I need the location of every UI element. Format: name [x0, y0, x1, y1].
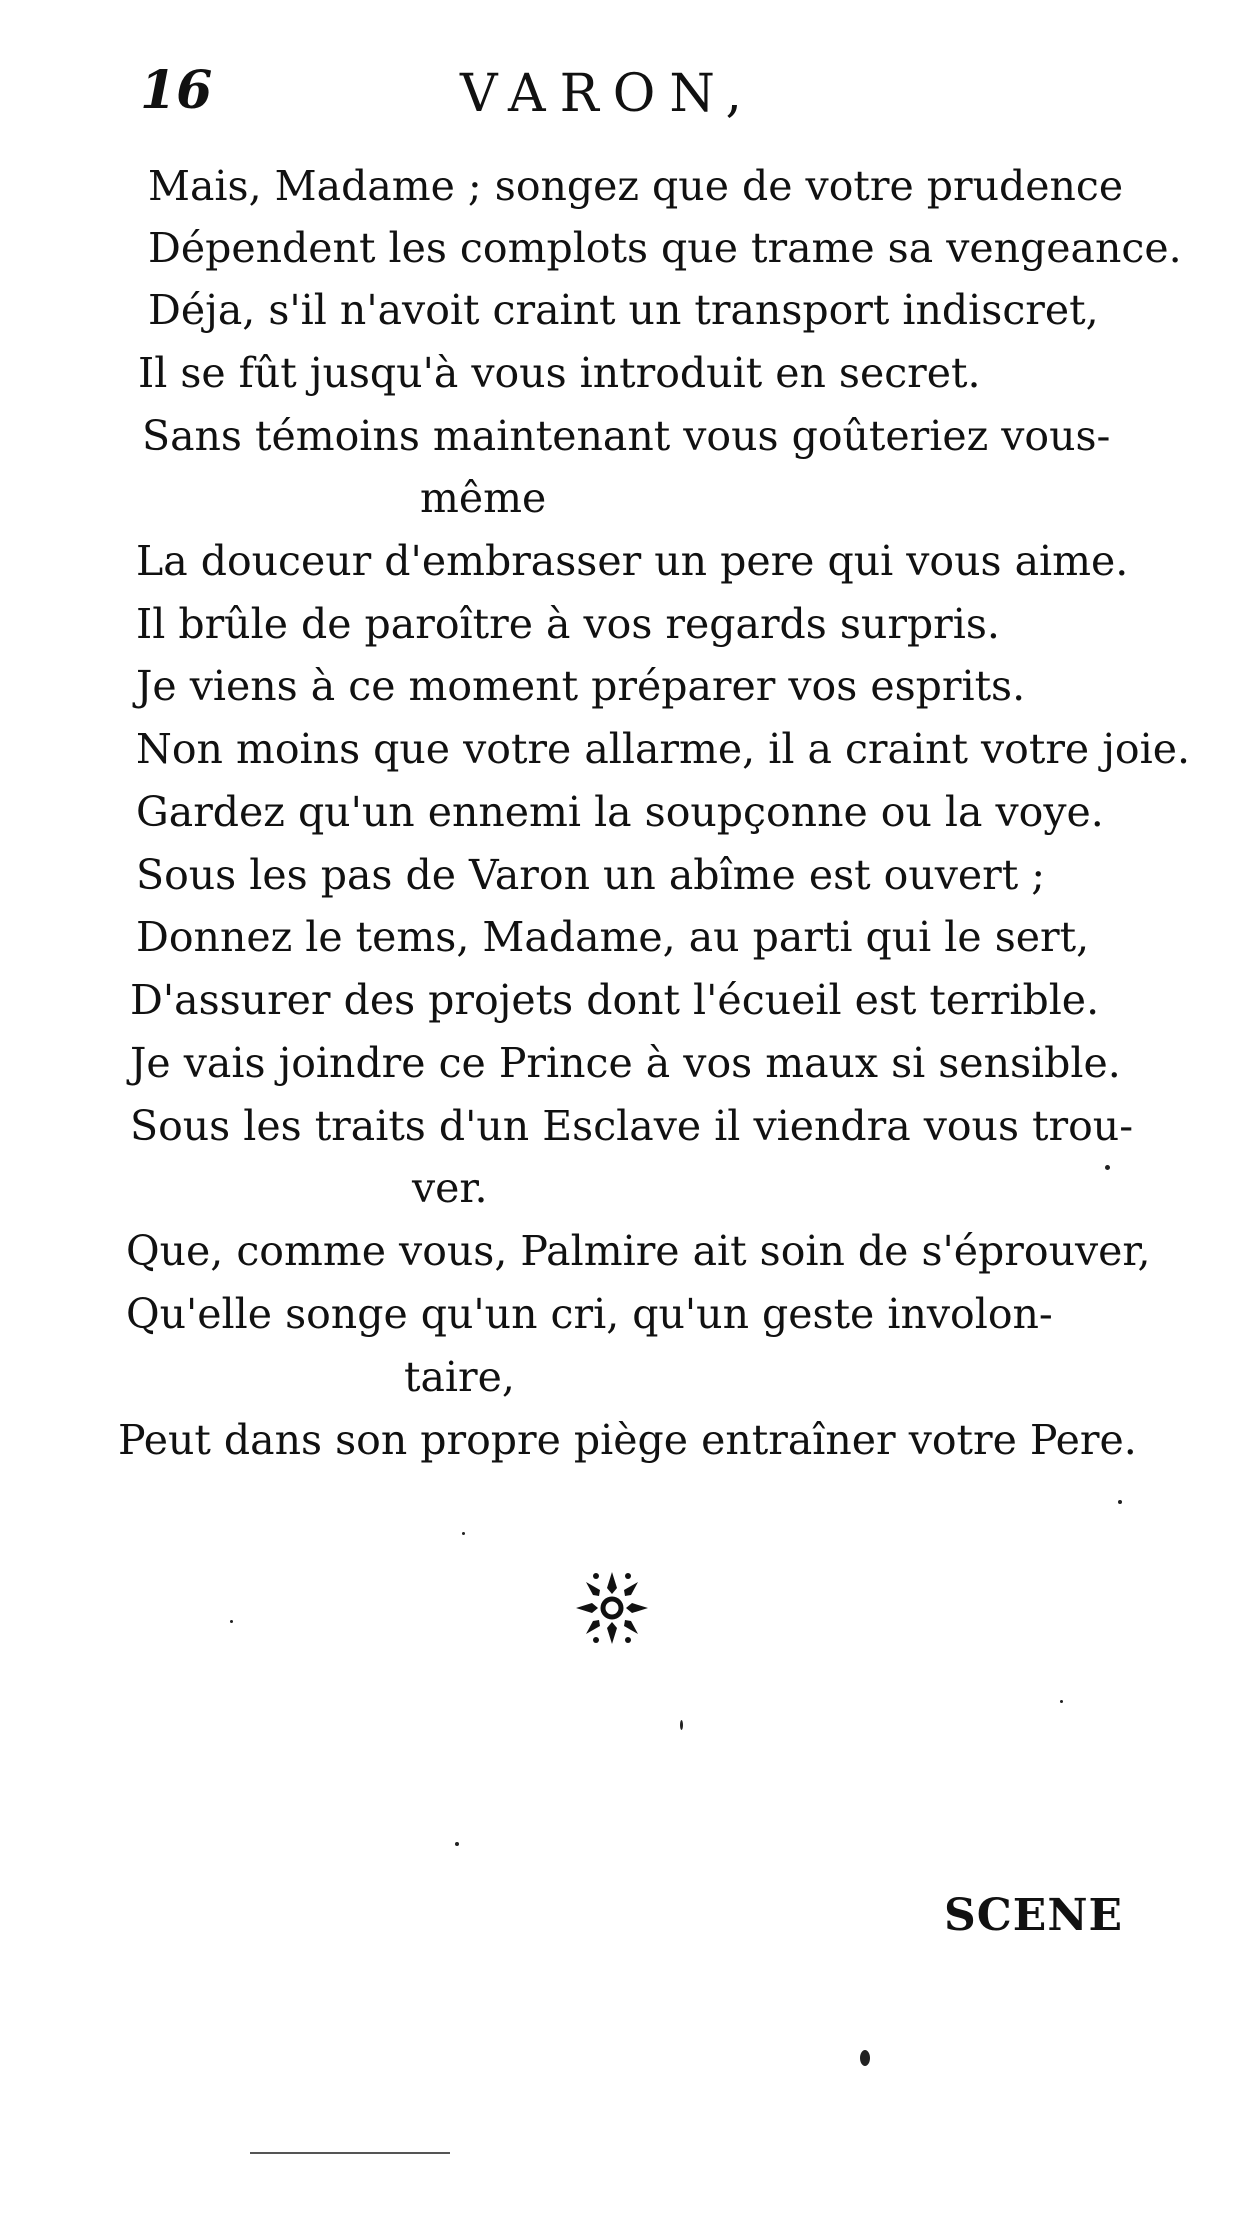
- catchword: SCENE: [944, 1890, 1124, 1941]
- verse-line: Sous les traits d'un Esclave il viendra vous trou-: [130, 1102, 1134, 1150]
- verse-line: Mais, Madame ; songez que de votre prudence: [148, 162, 1124, 210]
- page-number: 16: [140, 60, 213, 121]
- verse-line: Je viens à ce moment préparer vos esprits.: [136, 662, 1026, 710]
- verse-line: Qu'elle songe qu'un cri, qu'un geste involon-: [126, 1290, 1053, 1338]
- ink-speck: [455, 1842, 459, 1846]
- verse-line: Je vais joindre ce Prince à vos maux si sensible.: [130, 1039, 1121, 1087]
- verse-line: Il brûle de paroître à vos regards surpris.: [136, 600, 1000, 648]
- verse-line: La douceur d'embrasser un pere qui vous aime.: [136, 537, 1129, 585]
- verse-line: Déja, s'il n'avoit craint un transport indiscret,: [148, 286, 1099, 334]
- ink-speck: [1060, 1700, 1063, 1703]
- verse-line: Sous les pas de Varon un abîme est ouvert ;: [136, 851, 1046, 899]
- verse-line: même: [420, 474, 547, 522]
- ink-speck: [230, 1620, 233, 1623]
- verse-line: Donnez le tems, Madame, au parti qui le sert,: [136, 913, 1090, 961]
- verse-line: Non moins que votre allarme, il a craint votre joie.: [136, 725, 1191, 773]
- verse-line: taire,: [404, 1353, 515, 1401]
- ink-speck: [462, 1532, 465, 1535]
- page-header: [0, 60, 1238, 140]
- running-head: VARON,: [460, 64, 757, 124]
- verse-line: Sans témoins maintenant vous goûteriez vous-: [142, 412, 1111, 460]
- verse-line: Que, comme vous, Palmire ait soin de s'éprouver,: [126, 1227, 1151, 1275]
- verse-line: Il se fût jusqu'à vous introduit en secret.: [138, 349, 981, 397]
- ink-speck: [1105, 1165, 1110, 1170]
- verse-line: Dépendent les complots que trame sa vengeance.: [148, 224, 1182, 272]
- ink-speck: [1118, 1500, 1122, 1504]
- bottom-rule: [250, 2152, 450, 2154]
- verse-line: ver.: [412, 1164, 488, 1212]
- verse-line: Peut dans son propre piège entraîner votre Pere.: [118, 1416, 1137, 1464]
- ink-speck: [680, 1720, 683, 1730]
- floral-ornament-icon: [572, 1568, 652, 1648]
- verse-line: Gardez qu'un ennemi la soupçonne ou la voye.: [136, 788, 1104, 836]
- ink-speck: [860, 2050, 870, 2066]
- verse-line: D'assurer des projets dont l'écueil est terrible.: [130, 976, 1100, 1024]
